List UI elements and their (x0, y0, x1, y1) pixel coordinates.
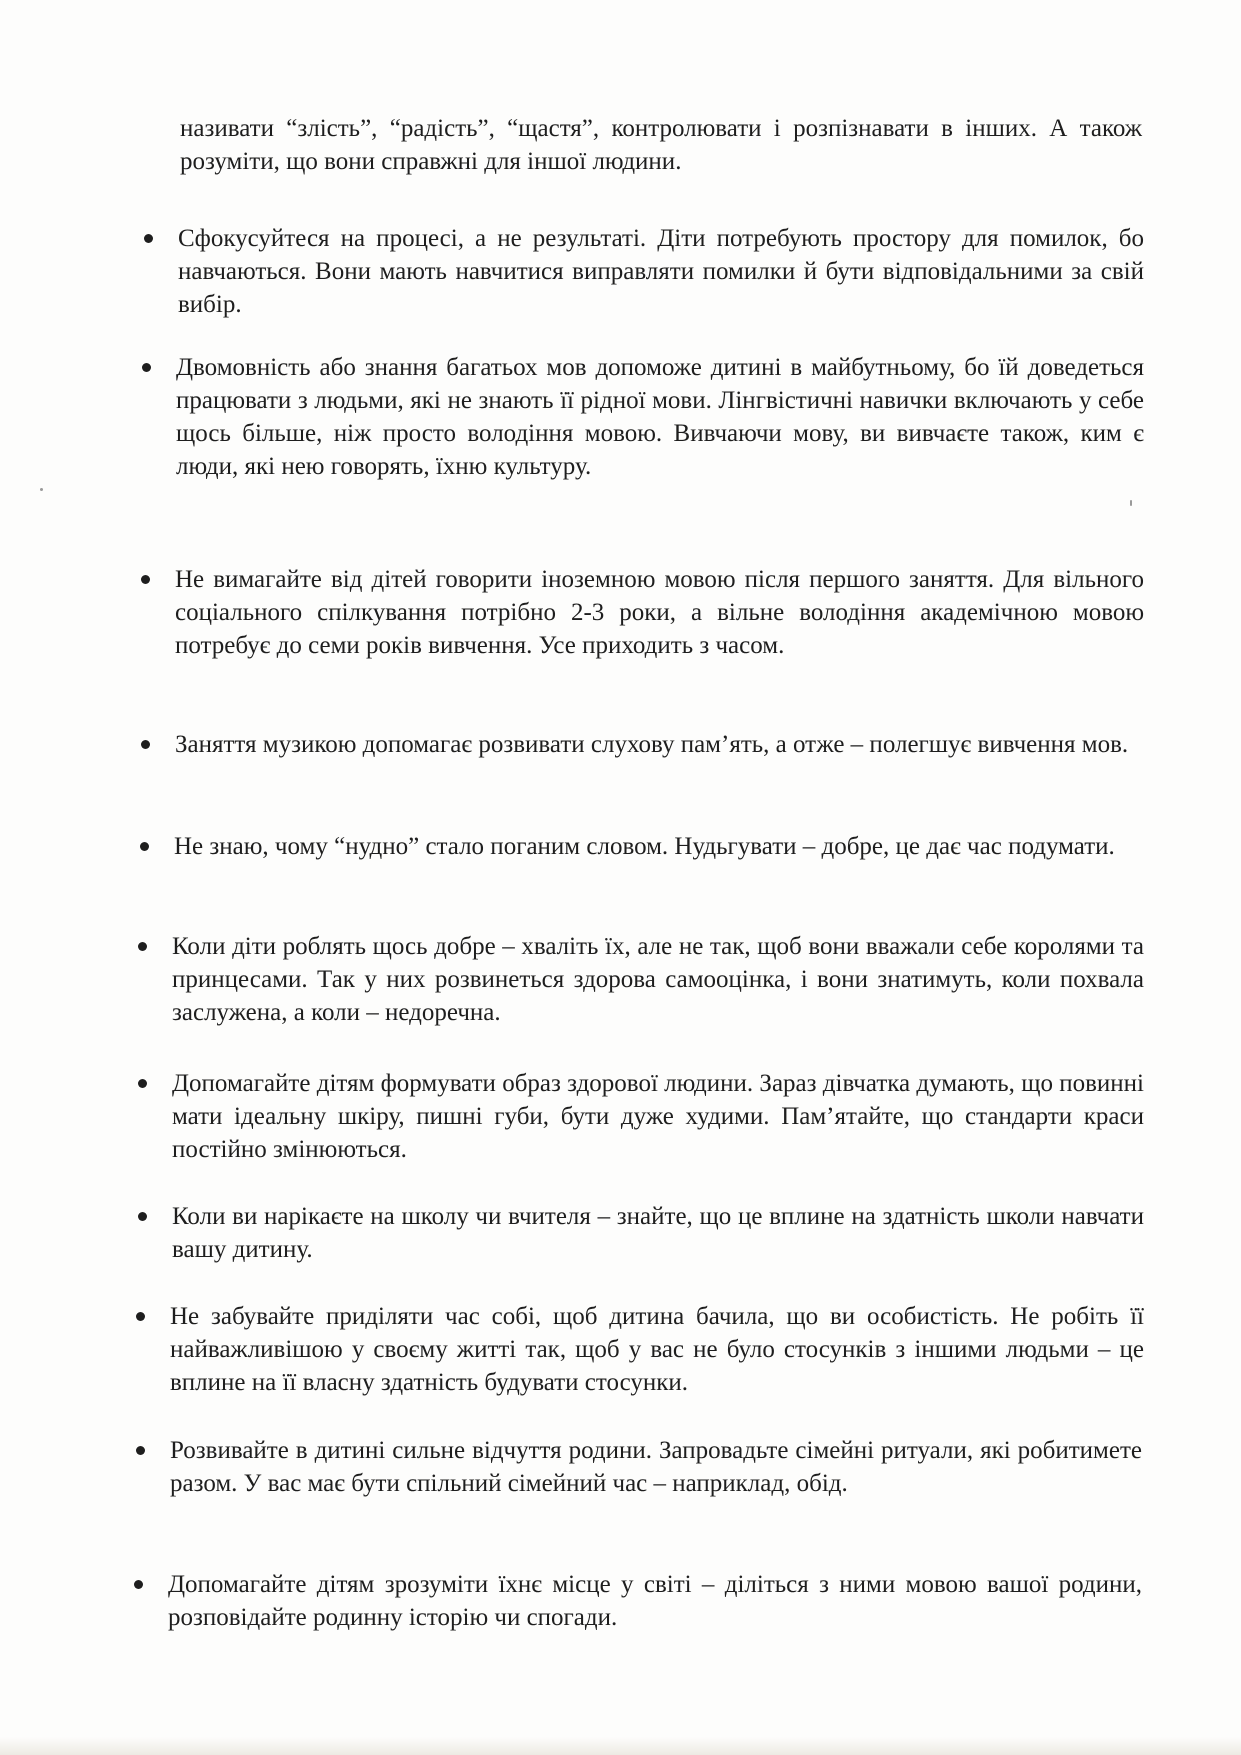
bullet-icon (136, 1446, 145, 1455)
list-item-text: Коли ви нарікаєте на школу чи вчителя – знайте, що це вплине на здатність школи навчати вашу дитину. (172, 1203, 1144, 1263)
list-item-text: Коли діти роблять щось добре – хваліть їх, але не так, щоб вони вважали себе королями та принцесами. Так у них розвинеться здорова самооцінка, і вони знатимуть, коли похвала заслужена, а коли – недоречна. (172, 933, 1144, 1026)
bullet-icon (141, 575, 150, 584)
bullet-icon (138, 942, 147, 951)
list-item (168, 1568, 1142, 1634)
list-item-text: Двомовність або знання багатьох мов допоможе дитині в майбутньому, бо їй доведеться працювати з людьми, які не знають її рідної мови. Лінгвістичні навички включають у себе щось більше, ніж просто володіння мовою. Вивчаючи мову, ви вивчаєте також, ким є люди, які нею говорять, їхню культуру. (176, 354, 1144, 480)
bullet-icon (136, 1312, 145, 1321)
list-item (172, 930, 1144, 1029)
list-item (175, 563, 1144, 662)
scan-speck (40, 488, 43, 491)
list-item (170, 1434, 1142, 1500)
list-item-text: Заняття музикою допомагає розвивати слухову пам’ять, а отже – полегшує вивчення мов. (175, 731, 1129, 758)
bullet-icon (138, 1212, 147, 1221)
list-item-text: Сфокусуйтеся на процесі, а не результаті. Діти потребують простору для помилок, бо навчаються. Вони мають навчитися виправляти помилки й бути відповідальними за свій вибір. (178, 225, 1144, 318)
list-item-text: Не забувайте приділяти час собі, щоб дитина бачила, що ви особистість. Не робіть її найважливішою у своєму житті так, щоб у вас не було стосунків з іншими людьми – це вплине на її власну здатність будувати стосунки. (170, 1303, 1144, 1396)
list-item (178, 222, 1144, 321)
scan-speck (1130, 500, 1132, 506)
bullet-icon (142, 363, 151, 372)
list-item-text: Не вимагайте від дітей говорити іноземною мовою після першого заняття. Для вільного соціального спілкування потрібно 2-3 роки, а вільне володіння академічною мовою потребує до семи років вивчення. Усе приходить з часом. (175, 566, 1144, 659)
list-item-text: Допомагайте дітям зрозуміти їхнє місце у світі – діліться з ними мовою вашої родини, розповідайте родинну історію чи спогади. (168, 1571, 1142, 1631)
bullet-icon (144, 234, 153, 243)
list-item (176, 351, 1144, 483)
bullet-icon (138, 1079, 147, 1088)
list-item-text: Розвивайте в дитині сильне відчуття родини. Запровадьте сімейні ритуали, які робитимете разом. У вас має бути спільний сімейний час – наприклад, обід. (170, 1437, 1142, 1497)
list-item (172, 1200, 1144, 1266)
list-item-text: Не знаю, чому “нудно” стало поганим словом. Нудьгувати – добре, це дає час подумати. (174, 833, 1115, 860)
list-item (170, 1300, 1144, 1399)
list-item (174, 830, 1144, 863)
bullet-icon (134, 1580, 143, 1589)
scan-bottom-edge (0, 1737, 1241, 1755)
list-item (175, 728, 1144, 761)
bullet-icon (141, 740, 150, 749)
intro-paragraph: називати “злість”, “радість”, “щастя”, контролювати і розпізнавати в інших. А також розуміти, що вони справжні для іншої людини. (180, 115, 1142, 175)
list-item-text: Допомагайте дітям формувати образ здорової людини. Зараз дівчатка думають, що повинні мати ідеальну шкіру, пишні губи, бути дуже худими. Пам’ятайте, що стандарти краси постійно змінюються. (172, 1070, 1144, 1163)
list-item (172, 1067, 1144, 1166)
bullet-icon (140, 842, 149, 851)
